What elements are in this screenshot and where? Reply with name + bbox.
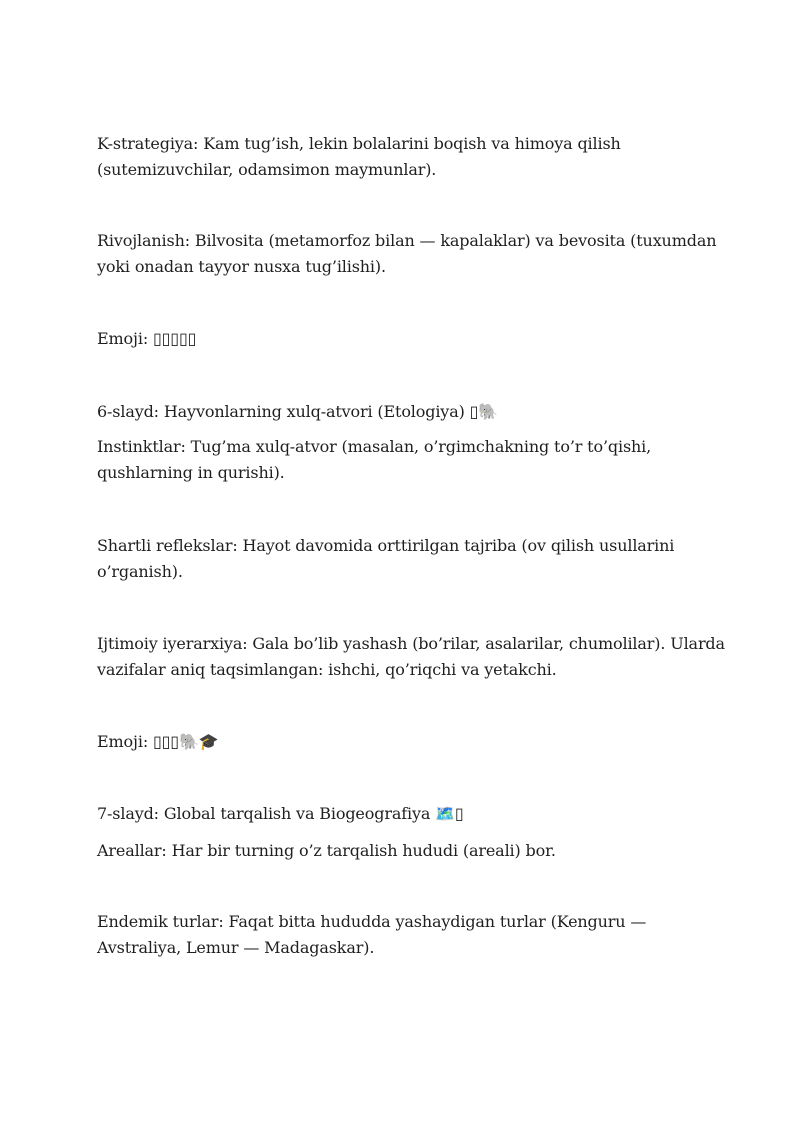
paragraph-instincts: Instinktlar: Tug’ma xulq-atvor (masalan, o’rgimchakning to’r to’qishi, qushlarning in qurishi). [97,437,652,482]
paragraph-conditioned-reflexes: Shartli reflekslar: Hayot davomida orttirilgan tajriba (ov qilish usullarini o’rganish). [97,536,675,581]
paragraph-endemic-species: Endemik turlar: Faqat bitta hududda yashaydigan turlar (Kenguru — Avstraliya, Lemur — Madagaskar). [97,912,647,957]
paragraph-areas: Areallar: Har bir turning o’z tarqalish hududi (areali) bor. [97,841,556,860]
paragraph-k-strategy: K-strategiya: Kam tug’ish, lekin bolalarini boqish va himoya qilish (sutemizuvchilar, odamsimon maymunlar). [97,134,621,179]
paragraph-emoji-2: Emoji: ▯▯▯🐘🎓 [97,732,219,751]
paragraph-emoji-1: Emoji: ▯▯▯▯▯ [97,329,197,348]
slide-6-heading: 6-slayd: Hayvonlarning xulq-atvori (Etologiya) ▯🐘 [97,402,499,421]
slide-7-heading: 7-slayd: Global tarqalish va Biogeografiya 🗺️▯ [97,804,464,823]
paragraph-development: Rivojlanish: Bilvosita (metamorfoz bilan — kapalaklar) va bevosita (tuxumdan yoki onadan tayyor nusxa tug’ilishi). [97,231,717,276]
paragraph-social-hierarchy: Ijtimoiy iyerarxiya: Gala bo’lib yashash (bo’rilar, asalarilar, chumolilar). Ularda vazifalar aniq taqsimlangan: ishchi, qo’riqchi va yetakchi. [97,634,725,679]
